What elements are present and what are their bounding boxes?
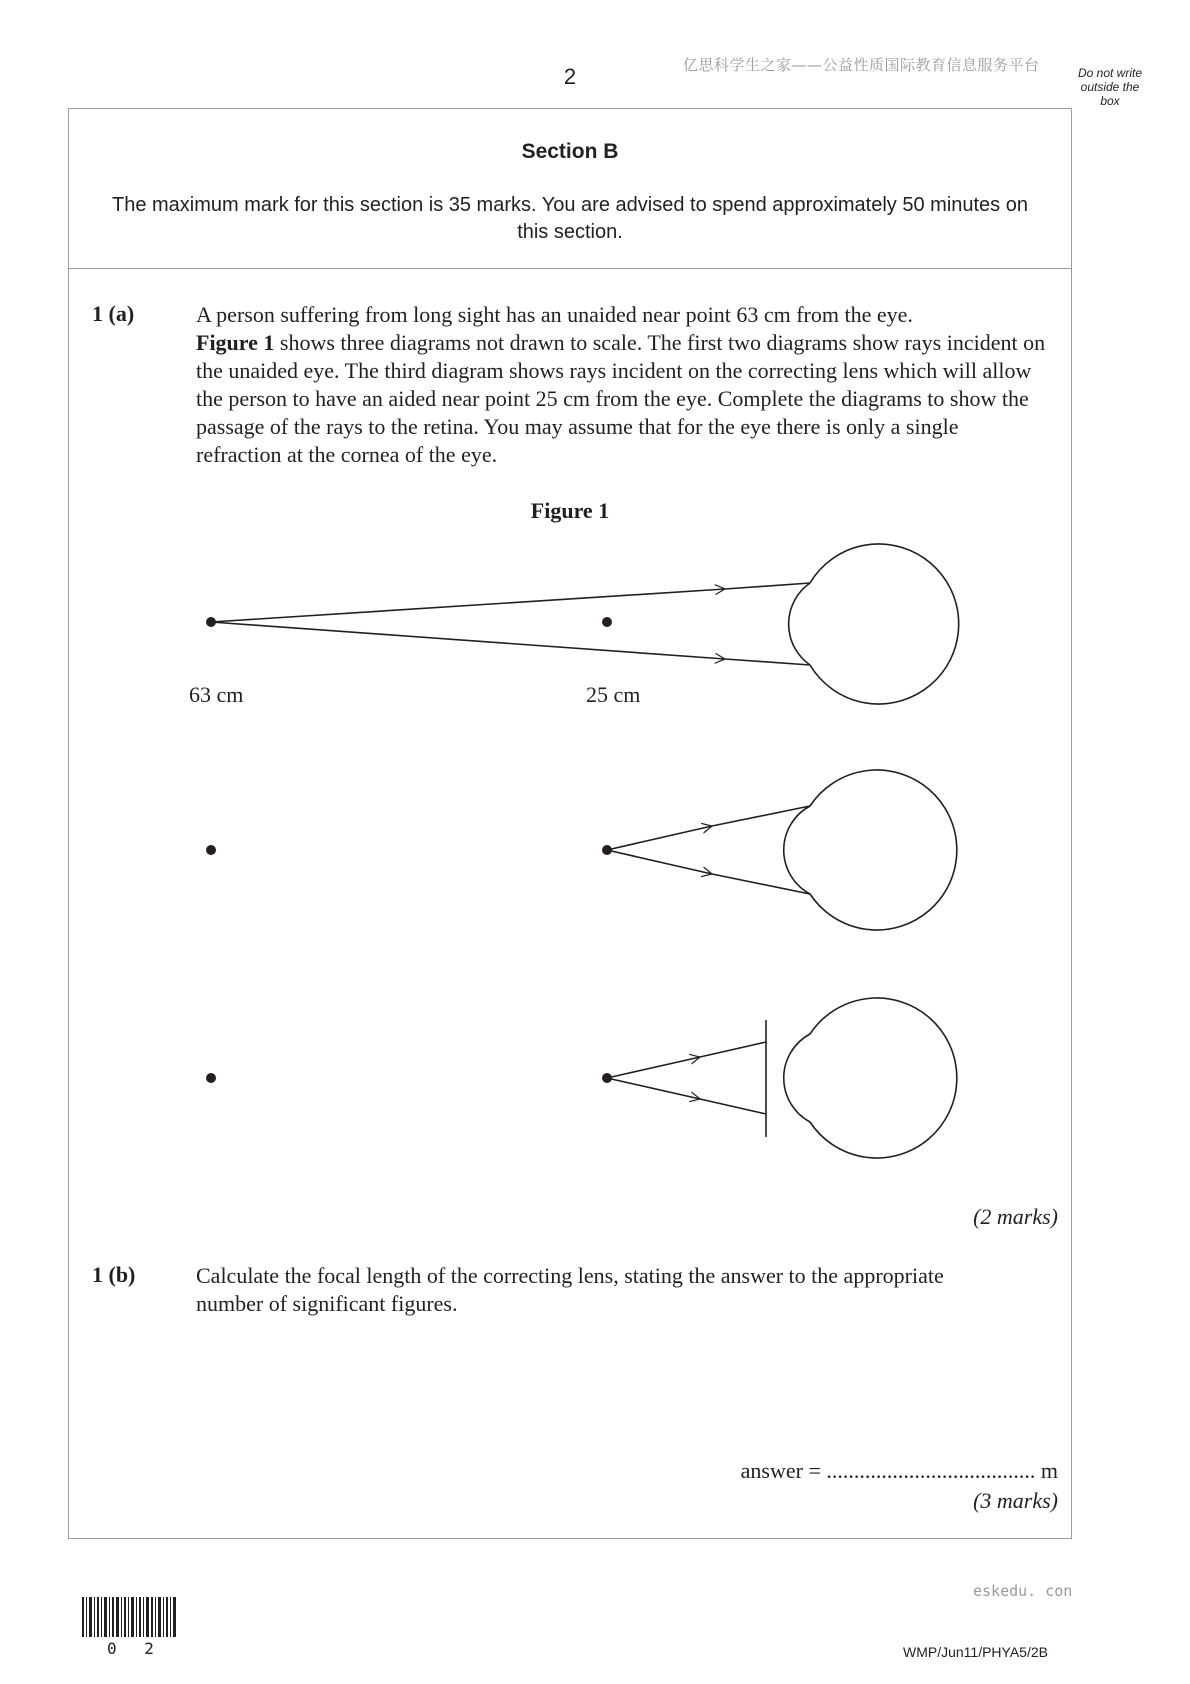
label-63cm: 63 cm: [189, 682, 244, 707]
figure-reference: Figure 1: [196, 330, 275, 355]
question-1a-line1: A person suffering from long sight has an unaided near point 63 cm from the eye.: [196, 302, 913, 327]
question-1a-rest: shows three diagrams not drawn to scale. The first two diagrams show rays incident on the unaided eye. The third diagram shows rays incident on the correcting lens which will allow the person to have an aided near point 25 cm from the eye. Complete the diagrams to show the passage of the rays to the retina. You may assume that for the eye there is only a single refraction at the cornea of the eye.: [196, 330, 1046, 467]
ray-upper: [607, 826, 712, 850]
paper-code: WMP/Jun11/PHYA5/2B: [903, 1644, 1048, 1660]
figure-title: Figure 1: [530, 498, 610, 523]
header-watermark: 亿思科学生之家——公益性质国际教育信息服务平台: [683, 56, 1040, 74]
barcode-icon: [82, 1597, 178, 1637]
diagram-2-unaided-near: [206, 770, 957, 930]
answer-unit: m: [1040, 1458, 1058, 1483]
barcode-number: 0 2: [107, 1639, 163, 1658]
ray-lower: [607, 850, 712, 874]
marks-1b: (3 marks): [973, 1488, 1058, 1513]
marks-1a: (2 marks): [973, 1204, 1058, 1229]
section-title: Section B: [521, 140, 619, 163]
diagram-3-corrected: [206, 998, 957, 1158]
diagram-1-unaided-far: [206, 544, 959, 704]
ray-lower: [607, 1078, 700, 1099]
question-1b-text: Calculate the focal length of the correcting lens, stating the answer to the appropriate number of significant figures.: [196, 1263, 944, 1316]
question-1b-number: 1 (b): [92, 1262, 136, 1287]
ray-upper: [607, 1057, 700, 1078]
answer-line[interactable]: [741, 1458, 1058, 1484]
page-number: 2: [563, 64, 577, 89]
eye-3: [784, 998, 957, 1158]
ray-upper: [211, 589, 725, 622]
margin-note: Do not write outside the box: [1077, 66, 1143, 108]
object-point-63cm: [206, 845, 216, 855]
object-point-25cm: [602, 617, 612, 627]
eye-2: [784, 770, 957, 930]
answer-field[interactable]: ......................................: [826, 1458, 1036, 1483]
eye-1: [789, 544, 959, 704]
section-intro: The maximum mark for this section is 35 marks. You are advised to spend approximately 50 minutes on this section.: [112, 194, 1028, 243]
label-25cm: 25 cm: [586, 682, 641, 707]
object-point-63cm: [206, 1073, 216, 1083]
footer-watermark: eskedu. con: [973, 1582, 1073, 1600]
answer-prefix: answer =: [740, 1458, 821, 1483]
ray-lower: [211, 622, 725, 659]
question-1a-number: 1 (a): [92, 301, 135, 326]
